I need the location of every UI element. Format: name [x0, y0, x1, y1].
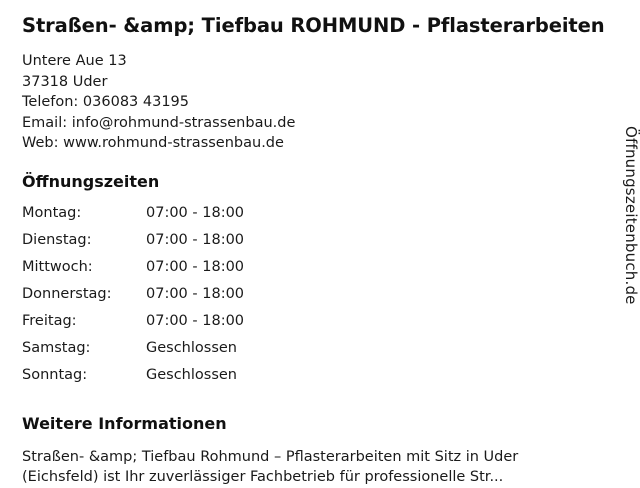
- table-row: [22, 340, 244, 367]
- address-city: 37318 Uder: [22, 73, 108, 90]
- table-row: [22, 232, 244, 259]
- email-line: Email: info@rohmund-strassenbau.de: [22, 114, 296, 131]
- hours-day: Montag:: [22, 204, 82, 221]
- hours-time: 07:00 - 18:00: [146, 204, 245, 221]
- hours-time: Geschlossen: [146, 366, 237, 383]
- table-row: [22, 259, 244, 286]
- opening-hours-table: [22, 205, 244, 394]
- address-street: Untere Aue 13: [22, 53, 127, 70]
- address-block: [22, 51, 608, 154]
- hours-day: Samstag:: [22, 339, 91, 356]
- further-info-heading: Weitere Informationen: [22, 413, 227, 433]
- hours-day: Dienstag:: [22, 231, 92, 248]
- hours-day: Mittwoch:: [22, 258, 93, 275]
- hours-time: 07:00 - 18:00: [146, 258, 245, 275]
- table-row: [22, 205, 244, 232]
- phone-line: Telefon: 036083 43195: [22, 94, 190, 111]
- hours-time: 07:00 - 18:00: [146, 231, 245, 248]
- hours-day: Freitag:: [22, 312, 77, 329]
- hours-day: Donnerstag:: [22, 285, 112, 302]
- page-title: Straßen- &amp; Tiefbau ROHMUND - Pflasterarbeiten: [22, 14, 605, 37]
- brand-watermark: Öffnungszeitenbuch.de: [622, 126, 640, 305]
- table-row: [22, 286, 244, 313]
- hours-day: Sonntag:: [22, 366, 88, 383]
- hours-time: Geschlossen: [146, 339, 237, 356]
- opening-hours-heading: Öffnungszeiten: [22, 171, 160, 191]
- hours-time: 07:00 - 18:00: [146, 312, 245, 329]
- further-info-text: Straßen- &amp; Tiefbau Rohmund – Pflasterarbeiten mit Sitz in Uder (Eichsfeld) ist Ihr zuverlässiger Fachbetrieb für professionelle Str...: [22, 448, 519, 486]
- hours-time: 07:00 - 18:00: [146, 285, 245, 302]
- website-line: Web: www.rohmund-strassenbau.de: [22, 135, 284, 152]
- table-row: [22, 367, 244, 394]
- table-row: [22, 313, 244, 340]
